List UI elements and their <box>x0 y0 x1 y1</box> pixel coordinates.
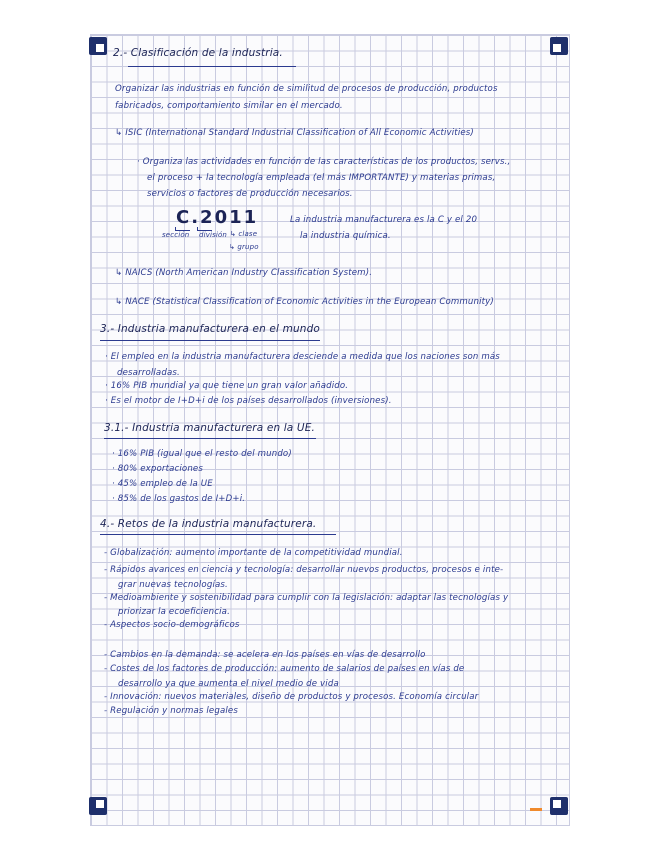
s2-isic: ↳ ISIC (International Standard Industrial Classification of All Economic Activities) <box>115 128 474 138</box>
s2-isic-desc-3: servicios o factores de producción necesarios. <box>147 189 353 199</box>
s2-intro-line-1: Organizar las industrias en función de similitud de procesos de producción, productos <box>115 84 498 94</box>
code-label-grupo: ↳ grupo <box>229 243 259 251</box>
s4-reto-2-line-2: grar nuevas tecnologías. <box>118 580 228 590</box>
classification-code: C.2011 <box>176 207 259 228</box>
s4-reto-5: - Cambios en la demanda: se acelera en los países en vías de desarrollo <box>104 650 426 660</box>
s4-reto-2-line-1: - Rápidos avances en ciencia y tecnología: desarrollar nuevos productos, procesos e inte- <box>104 565 504 575</box>
section-2-title: 2.- Clasificación de la industria. <box>113 47 283 59</box>
s3-bullet-1-line-1: · El empleo en la industria manufacturera desciende a medida que los naciones son más <box>105 352 500 362</box>
code-note-2: la industria química. <box>300 231 391 241</box>
s3-bullet-3: · Es el motor de I+D+i de los países desarrollados (inversiones). <box>105 396 392 406</box>
code-note-1: La industria manufacturera es la C y el 20 <box>290 215 478 225</box>
s3-bullet-2: · 16% PIB mundial ya que tiene un gran valor añadido. <box>105 381 349 391</box>
s4-reto-3-line-1: - Medioambiente y sostenibilidad para cumplir con la legislación: adaptar las tecnologías y <box>104 593 509 603</box>
corner-marker-top-right <box>550 37 568 55</box>
code-label-seccion: sección <box>162 231 190 239</box>
s2-nace: ↳ NACE (Statistical Classification of Economic Activities in the European Community) <box>115 297 494 307</box>
s2-isic-desc-2: el proceso + la tecnología empleada (el más IMPORTANTE) y materias primas, <box>147 173 496 183</box>
s4-reto-7: - Innovación: nuevos materiales, diseño de productos y procesos. Economía circular <box>104 692 479 702</box>
code-label-clase: ↳ clase <box>230 230 258 238</box>
s4-reto-6-line-1: - Costes de los factores de producción: aumento de salarios de países en vías de <box>104 664 465 674</box>
section-3-1-title: 3.1.- Industria manufacturera en la UE. <box>104 422 315 434</box>
section-2-underline <box>128 66 296 67</box>
s3-1-bullet-3: · 45% empleo de la UE <box>112 479 213 489</box>
s2-intro-line-2: fabricados, comportamiento similar en el mercado. <box>115 101 343 111</box>
s4-reto-4: - Aspectos socio-demográficos <box>104 620 240 630</box>
section-4-underline <box>100 534 336 535</box>
section-3-underline <box>100 340 320 341</box>
section-4-title: 4.- Retos de la industria manufacturera. <box>100 518 317 530</box>
s3-bullet-1-line-2: desarrolladas. <box>117 368 180 378</box>
corner-marker-top-left <box>89 37 107 55</box>
s4-reto-6-line-2: desarrollo ya que aumenta el nivel medio de vida <box>118 679 339 689</box>
s4-reto-3-line-2: priorizar la ecoeficiencia. <box>118 607 230 617</box>
s3-1-bullet-4: · 85% de los gastos de I+D+i. <box>112 494 246 504</box>
corner-marker-bottom-left <box>89 797 107 815</box>
s4-reto-1: - Globalización: aumento importante de la competitividad mundial. <box>104 548 403 558</box>
s2-naics: ↳ NAICS (North American Industry Classification System). <box>115 268 373 278</box>
code-label-division: división <box>199 231 227 239</box>
s3-1-bullet-1: · 16% PIB (igual que el resto del mundo) <box>112 449 292 459</box>
s2-isic-desc-1: · Organiza las actividades en función de las características de los productos, servs., <box>137 157 511 167</box>
section-3-title: 3.- Industria manufacturera en el mundo <box>100 323 320 335</box>
s3-1-bullet-2: · 80% exportaciones <box>112 464 203 474</box>
s4-reto-8: - Regulación y normas legales <box>104 706 238 716</box>
page-edge-mark <box>530 808 542 811</box>
corner-marker-bottom-right <box>550 797 568 815</box>
section-3-1-underline <box>104 438 316 439</box>
